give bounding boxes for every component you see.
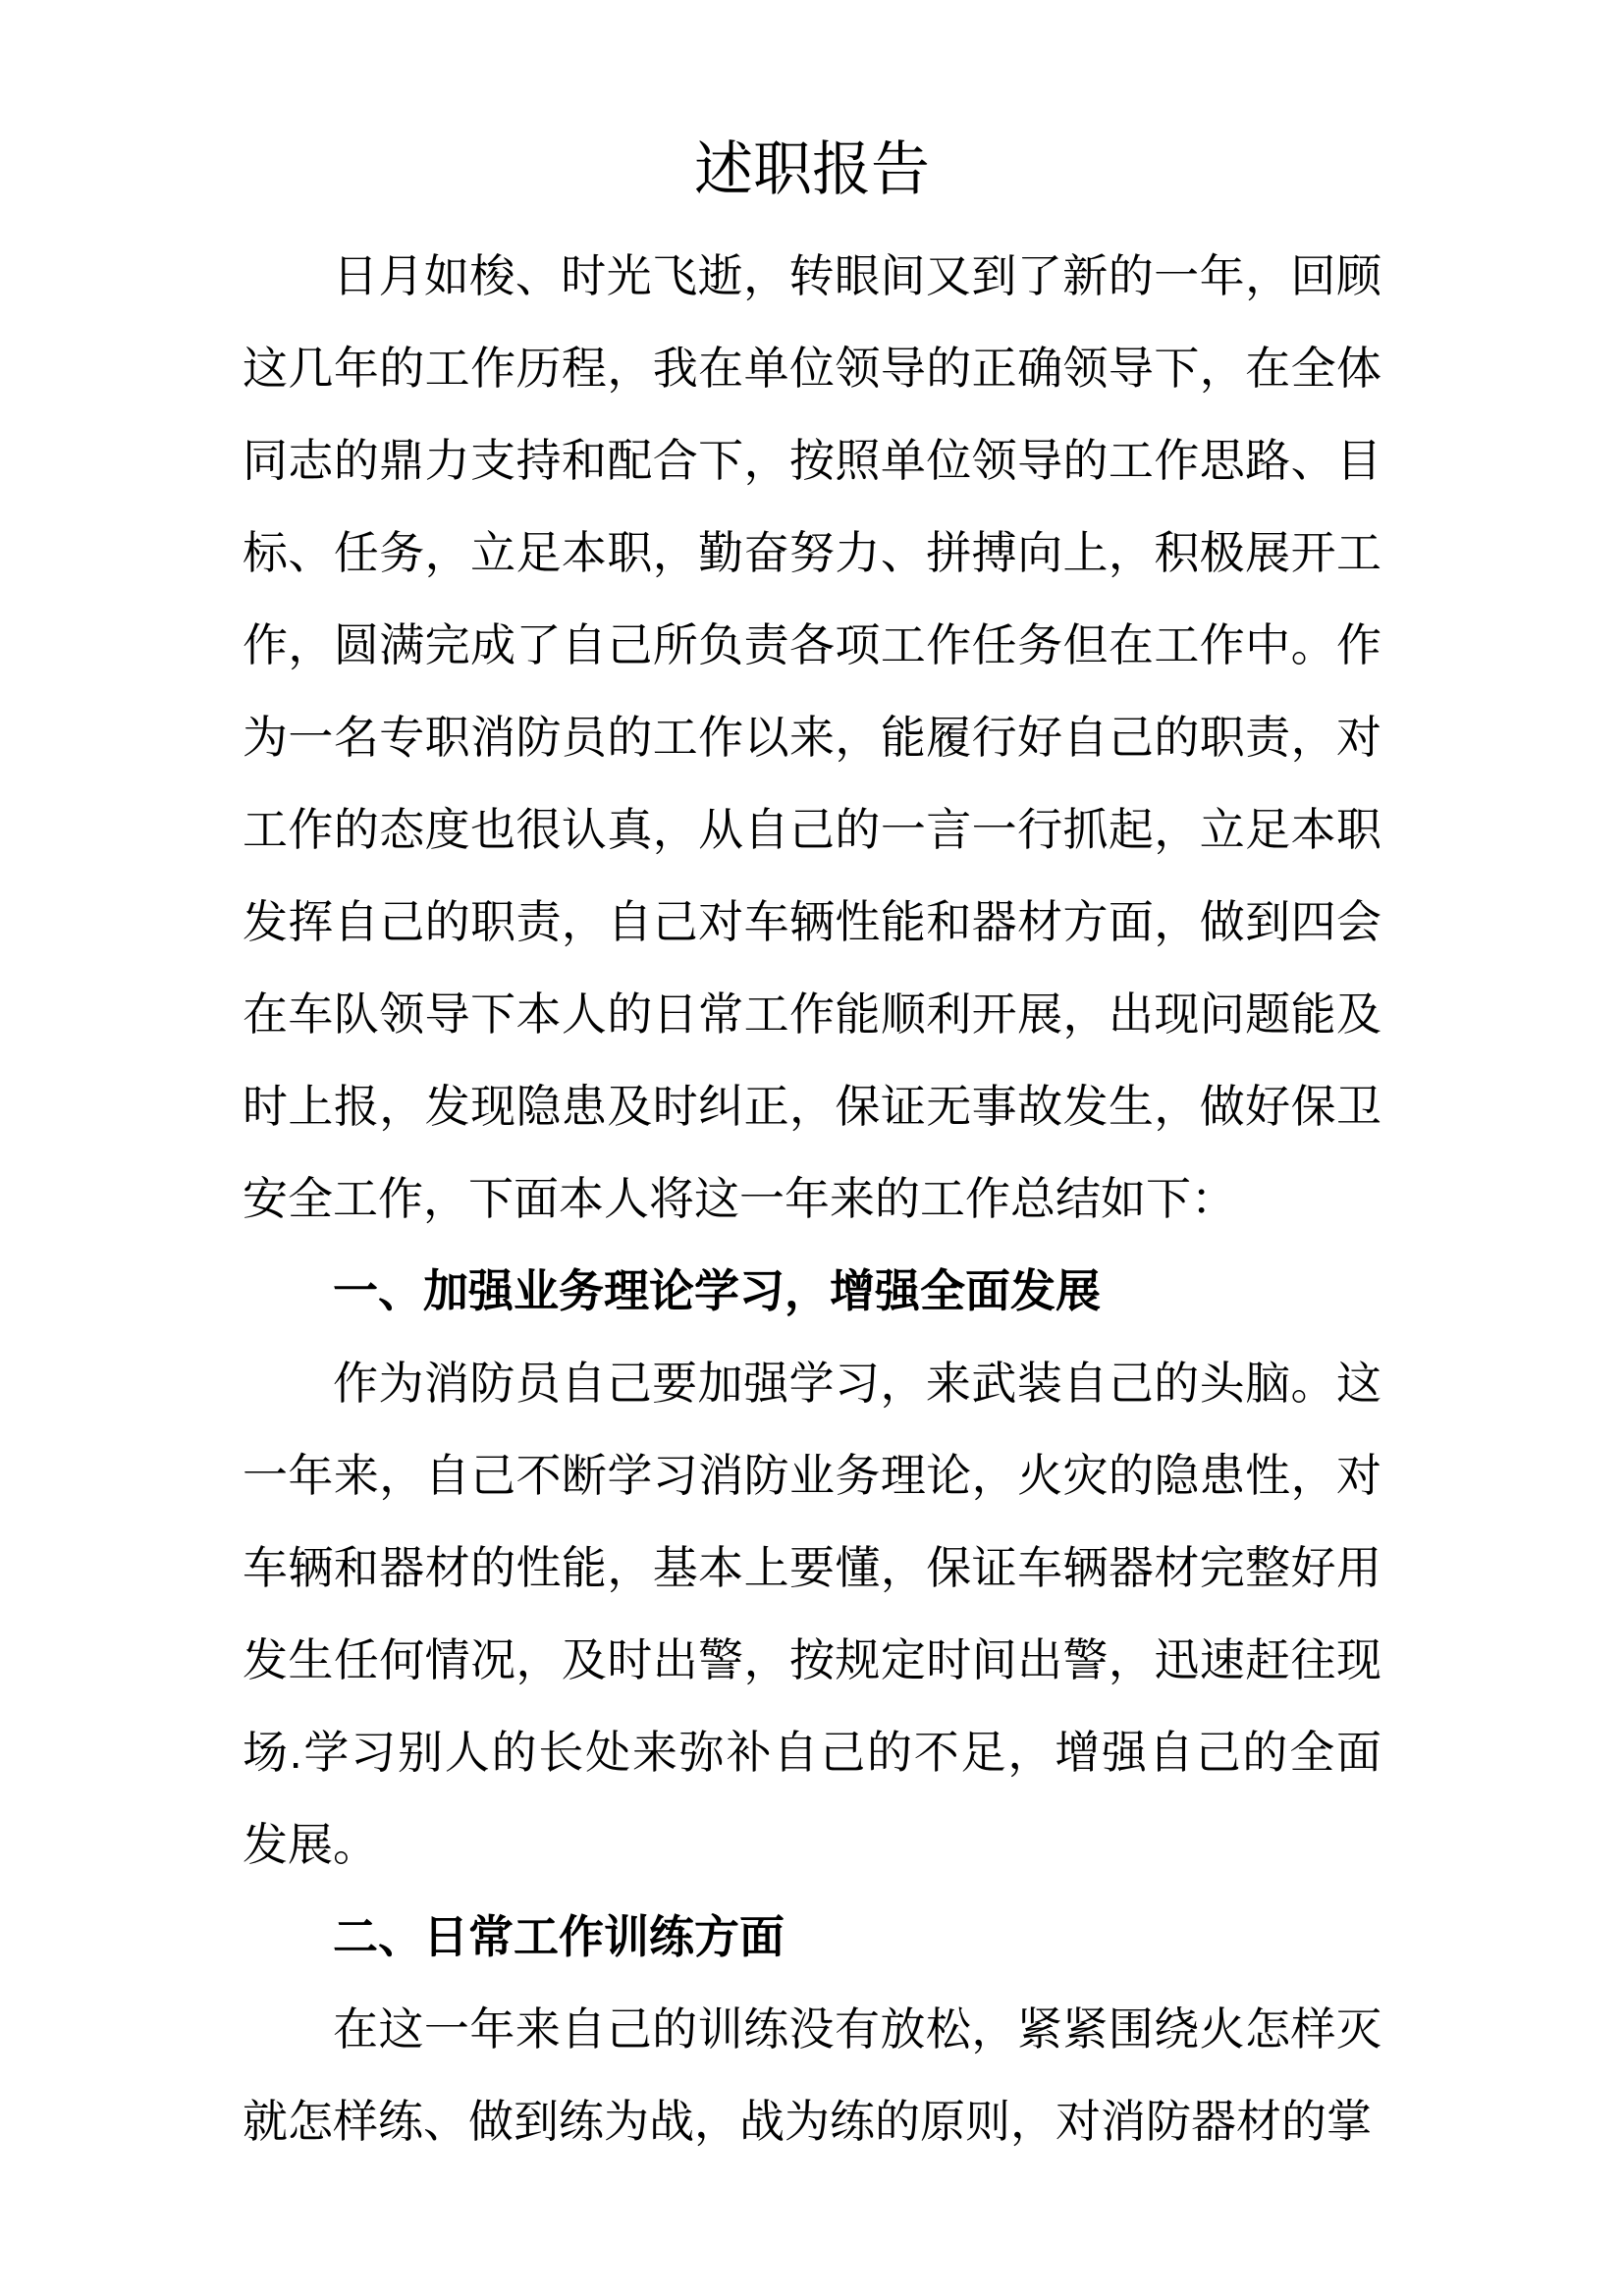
paragraph-section-2: 在这一年来自己的训练没有放松，紧紧围绕火怎样灭就怎样练、做到练为战，战为练的原则，对消防器材的掌: [243, 2003, 1381, 2147]
paragraph-section-1: 作为消防员自己要加强学习，来武装自己的头脑。这一年来，自己不断学习消防业务理论，火灾的隐患性，对车辆和器材的性能，基本上要懂，保证车辆器材完整好用发生任何情况，及时出警，按规定时间出警，迅速赶往现场.学习别人的长处来弥补自己的不足，增强自己的全面发展。: [243, 1358, 1381, 1870]
section-heading-2: 二、日常工作训练方面: [333, 1911, 785, 1962]
section-heading-1: 一、加强业务理论学习，增强全面发展: [333, 1265, 1101, 1316]
document-title: 述职报告: [694, 136, 930, 202]
paragraph-intro: 日月如梭、时光飞逝，转眼间又到了新的一年，回顾这几年的工作历程，我在单位领导的正确领导下，在全体同志的鼎力支持和配合下，按照单位领导的工作思路、目标、任务，立足本职，勤奋努力、拼搏向上，积极展开工作，圆满完成了自己所负责各项工作任务但在工作中。作为一名专职消防员的工作以来，能履行好自己的职责，对工作的态度也很认真，从自己的一言一行抓起，立足本职发挥自己的职责，自己对车辆性能和器材方面，做到四会在车队领导下本人的日常工作能顺利开展，出现问题能及时上报，发现隐患及时纠正，保证无事故发生，做好保卫安全工作，下面本人将这一年来的工作总结如下：: [243, 250, 1381, 1224]
